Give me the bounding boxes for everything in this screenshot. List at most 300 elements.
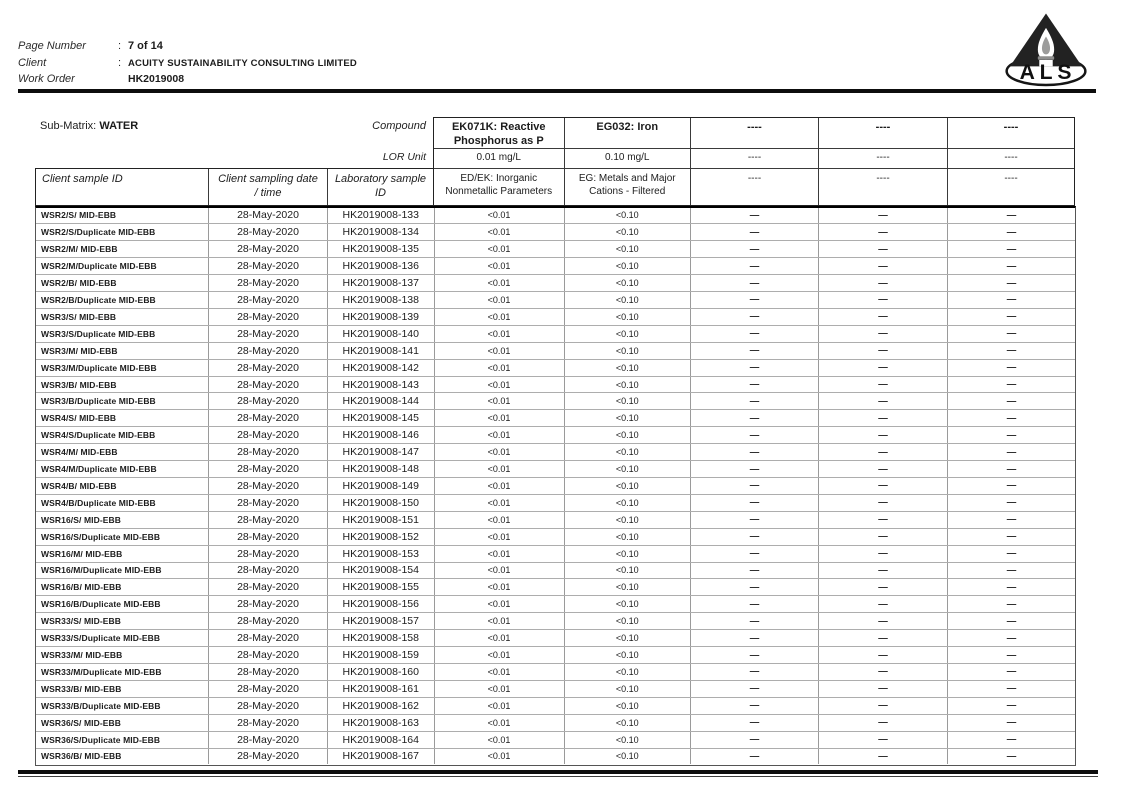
table-row xyxy=(36,664,1075,681)
sampling-date-cell: 28-May-2020 xyxy=(209,377,328,393)
result-blank-cell: — xyxy=(1006,345,1017,357)
table-row xyxy=(36,613,1075,630)
sampling-date-cell: 28-May-2020 xyxy=(209,224,328,240)
lab-sample-id-cell: HK2019008-156 xyxy=(328,596,435,612)
result-blank-cell: — xyxy=(1006,311,1017,323)
page-number-value: 7 of 14 xyxy=(128,40,163,52)
result-blank-cell: — xyxy=(1006,395,1017,407)
client-sample-id-cell: WSR2/B/Duplicate MID-EBB xyxy=(36,292,209,308)
result-phosphorus-cell: <0.01 xyxy=(435,377,565,393)
result-phosphorus-cell: <0.01 xyxy=(435,664,565,680)
id-column-header xyxy=(36,169,209,206)
table-row xyxy=(36,630,1075,647)
result-blank-cell: — xyxy=(691,512,819,528)
lab-sample-id-cell: HK2019008-135 xyxy=(328,241,435,257)
lab-sample-id-cell: HK2019008-142 xyxy=(328,360,435,376)
compound-method-group: EG: Metals and Major Cations - Filtered xyxy=(578,173,676,197)
lab-sample-id-cell: HK2019008-143 xyxy=(328,377,435,393)
result-iron-cell: <0.10 xyxy=(565,224,692,240)
table-row xyxy=(36,275,1075,292)
result-blank-cell: — xyxy=(819,596,948,612)
result-blank-cell: — xyxy=(1006,412,1017,424)
client-sample-id-cell: WSR4/B/ MID-EBB xyxy=(36,478,209,494)
result-blank-cell: — xyxy=(1006,260,1017,272)
sampling-date-cell: 28-May-2020 xyxy=(209,664,328,680)
sampling-date-cell: 28-May-2020 xyxy=(209,579,328,595)
id-column-header-line: Client sample ID xyxy=(42,172,123,185)
sampling-date-cell: 28-May-2020 xyxy=(209,410,328,426)
compound-lor-unit: ---- xyxy=(948,149,1074,169)
table-row xyxy=(36,681,1075,698)
result-iron-cell: <0.10 xyxy=(565,664,692,680)
result-blank-cell: — xyxy=(691,613,819,629)
lab-sample-id-cell: HK2019008-153 xyxy=(328,546,435,562)
compound-method-group: ---- xyxy=(747,173,762,184)
sampling-date-cell: 28-May-2020 xyxy=(209,749,328,765)
result-iron-cell: <0.10 xyxy=(565,444,692,460)
client-sample-id-cell: WSR4/S/Duplicate MID-EBB xyxy=(36,427,209,443)
sampling-date-cell: 28-May-2020 xyxy=(209,393,328,409)
client-sample-id-cell: WSR16/S/ MID-EBB xyxy=(36,512,209,528)
work-order-field xyxy=(18,69,184,84)
lab-sample-id-cell: HK2019008-137 xyxy=(328,275,435,291)
result-blank-cell: — xyxy=(819,343,948,359)
sampling-date-cell: 28-May-2020 xyxy=(209,546,328,562)
lab-sample-id-cell: HK2019008-158 xyxy=(328,630,435,646)
result-iron-cell: <0.10 xyxy=(565,208,692,224)
table-row xyxy=(36,715,1075,732)
result-blank-cell: — xyxy=(691,596,819,612)
result-blank-cell: — xyxy=(1006,446,1017,458)
id-column-header xyxy=(328,169,433,206)
table-row xyxy=(36,427,1075,444)
lab-sample-id-cell: HK2019008-151 xyxy=(328,512,435,528)
result-blank-cell: — xyxy=(691,309,819,325)
client-sample-id-cell: WSR3/S/Duplicate MID-EBB xyxy=(36,326,209,342)
table-row xyxy=(36,512,1075,529)
result-blank-cell: — xyxy=(691,224,819,240)
result-phosphorus-cell: <0.01 xyxy=(435,326,565,342)
result-iron-cell: <0.10 xyxy=(565,326,692,342)
table-row xyxy=(36,444,1075,461)
result-blank-cell: — xyxy=(1006,700,1017,712)
result-iron-cell: <0.10 xyxy=(565,495,692,511)
result-blank-cell: — xyxy=(1006,632,1017,644)
result-blank-cell: — xyxy=(819,360,948,376)
result-phosphorus-cell: <0.01 xyxy=(435,208,565,224)
result-blank-cell: — xyxy=(819,326,948,342)
results-table xyxy=(35,206,1076,766)
table-row xyxy=(36,241,1075,258)
lab-sample-id-cell: HK2019008-136 xyxy=(328,258,435,274)
client-sample-id-cell: WSR16/M/Duplicate MID-EBB xyxy=(36,563,209,579)
sub-matrix-value: WATER xyxy=(99,120,139,132)
result-phosphorus-cell: <0.01 xyxy=(435,563,565,579)
result-blank-cell: — xyxy=(819,292,948,308)
compound-lor-unit: 0.01 mg/L xyxy=(434,149,564,169)
result-phosphorus-cell: <0.01 xyxy=(435,275,565,291)
result-blank-cell: — xyxy=(1006,564,1017,576)
table-row xyxy=(36,309,1075,326)
sub-matrix xyxy=(40,120,138,132)
sampling-date-cell: 28-May-2020 xyxy=(209,275,328,291)
table-row xyxy=(36,224,1075,241)
result-blank-cell: — xyxy=(819,377,948,393)
result-blank-cell: — xyxy=(1006,209,1017,221)
lab-sample-id-cell: HK2019008-152 xyxy=(328,529,435,545)
result-blank-cell: — xyxy=(819,208,948,224)
compound-column xyxy=(819,118,948,205)
result-blank-cell: — xyxy=(1006,429,1017,441)
result-phosphorus-cell: <0.01 xyxy=(435,393,565,409)
client-sample-id-cell: WSR3/S/ MID-EBB xyxy=(36,309,209,325)
result-blank-cell: — xyxy=(819,444,948,460)
client-sample-id-cell: WSR16/B/Duplicate MID-EBB xyxy=(36,596,209,612)
result-blank-cell: — xyxy=(819,529,948,545)
client-sample-id-cell: WSR33/B/ MID-EBB xyxy=(36,681,209,697)
table-row xyxy=(36,393,1075,410)
client-value: ACUITY SUSTAINABILITY CONSULTING LIMITED xyxy=(128,57,357,69)
result-blank-cell: — xyxy=(691,461,819,477)
result-blank-cell: — xyxy=(691,241,819,257)
result-blank-cell: — xyxy=(819,224,948,240)
sampling-date-cell: 28-May-2020 xyxy=(209,343,328,359)
client-sample-id-cell: WSR3/M/ MID-EBB xyxy=(36,343,209,359)
header-rule xyxy=(18,89,1096,93)
result-blank-cell: — xyxy=(819,647,948,663)
lab-sample-id-cell: HK2019008-144 xyxy=(328,393,435,409)
table-row xyxy=(36,343,1075,360)
client-sample-id-cell: WSR36/S/ MID-EBB xyxy=(36,715,209,731)
result-iron-cell: <0.10 xyxy=(565,427,692,443)
result-phosphorus-cell: <0.01 xyxy=(435,478,565,494)
lab-sample-id-cell: HK2019008-157 xyxy=(328,613,435,629)
client-sample-id-cell: WSR4/M/Duplicate MID-EBB xyxy=(36,461,209,477)
result-blank-cell: — xyxy=(691,478,819,494)
result-blank-cell: — xyxy=(691,681,819,697)
result-blank-cell: — xyxy=(819,563,948,579)
result-blank-cell: — xyxy=(1006,463,1017,475)
sampling-date-cell: 28-May-2020 xyxy=(209,258,328,274)
client-sample-id-cell: WSR2/S/ MID-EBB xyxy=(36,208,209,224)
lab-sample-id-cell: HK2019008-160 xyxy=(328,664,435,680)
result-phosphorus-cell: <0.01 xyxy=(435,241,565,257)
page-number-label: Page Number xyxy=(18,40,86,52)
result-iron-cell: <0.10 xyxy=(565,698,692,714)
result-iron-cell: <0.10 xyxy=(565,596,692,612)
result-iron-cell: <0.10 xyxy=(565,512,692,528)
sampling-date-cell: 28-May-2020 xyxy=(209,647,328,663)
result-blank-cell: — xyxy=(819,410,948,426)
result-blank-cell: — xyxy=(819,512,948,528)
result-phosphorus-cell: <0.01 xyxy=(435,529,565,545)
work-order-value: HK2019008 xyxy=(128,73,185,85)
lab-sample-id-cell: HK2019008-138 xyxy=(328,292,435,308)
client-sample-id-cell: WSR2/S/Duplicate MID-EBB xyxy=(36,224,209,240)
result-iron-cell: <0.10 xyxy=(565,360,692,376)
table-row xyxy=(36,461,1075,478)
result-phosphorus-cell: <0.01 xyxy=(435,596,565,612)
sampling-date-cell: 28-May-2020 xyxy=(209,360,328,376)
client-field xyxy=(18,53,357,68)
result-phosphorus-cell: <0.01 xyxy=(435,360,565,376)
lab-sample-id-cell: HK2019008-147 xyxy=(328,444,435,460)
result-phosphorus-cell: <0.01 xyxy=(435,309,565,325)
result-blank-cell: — xyxy=(1006,362,1017,374)
client-sample-id-cell: WSR33/B/Duplicate MID-EBB xyxy=(36,698,209,714)
sampling-date-cell: 28-May-2020 xyxy=(209,596,328,612)
result-blank-cell: — xyxy=(819,275,948,291)
lab-sample-id-cell: HK2019008-164 xyxy=(328,732,435,748)
result-blank-cell: — xyxy=(691,208,819,224)
result-blank-cell: — xyxy=(819,630,948,646)
sampling-date-cell: 28-May-2020 xyxy=(209,698,328,714)
sampling-date-cell: 28-May-2020 xyxy=(209,563,328,579)
result-blank-cell: — xyxy=(1006,683,1017,695)
result-blank-cell: — xyxy=(691,647,819,663)
result-blank-cell: — xyxy=(691,664,819,680)
result-blank-cell: — xyxy=(1006,328,1017,340)
table-row xyxy=(36,410,1075,427)
result-phosphorus-cell: <0.01 xyxy=(435,715,565,731)
result-iron-cell: <0.10 xyxy=(565,393,692,409)
compound-column xyxy=(948,118,1074,205)
table-row xyxy=(36,698,1075,715)
compound-name: ---- xyxy=(691,118,818,149)
result-blank-cell: — xyxy=(691,495,819,511)
result-iron-cell: <0.10 xyxy=(565,546,692,562)
sampling-date-cell: 28-May-2020 xyxy=(209,732,328,748)
result-blank-cell: — xyxy=(819,546,948,562)
client-sample-id-cell: WSR16/M/ MID-EBB xyxy=(36,546,209,562)
client-sample-id-cell: WSR3/M/Duplicate MID-EBB xyxy=(36,360,209,376)
result-phosphorus-cell: <0.01 xyxy=(435,546,565,562)
result-phosphorus-cell: <0.01 xyxy=(435,630,565,646)
result-iron-cell: <0.10 xyxy=(565,579,692,595)
table-row xyxy=(36,326,1075,343)
lab-sample-id-cell: HK2019008-149 xyxy=(328,478,435,494)
result-iron-cell: <0.10 xyxy=(565,410,692,426)
id-column-header-line: ID xyxy=(375,187,386,200)
result-blank-cell: — xyxy=(1006,734,1017,746)
table-row xyxy=(36,529,1075,546)
client-sample-id-cell: WSR3/B/ MID-EBB xyxy=(36,377,209,393)
sampling-date-cell: 28-May-2020 xyxy=(209,715,328,731)
result-blank-cell: — xyxy=(1006,294,1017,306)
sampling-date-cell: 28-May-2020 xyxy=(209,326,328,342)
client-sample-id-cell: WSR2/M/Duplicate MID-EBB xyxy=(36,258,209,274)
result-iron-cell: <0.10 xyxy=(565,275,692,291)
lab-sample-id-cell: HK2019008-150 xyxy=(328,495,435,511)
compound-method-group: ---- xyxy=(876,173,890,184)
table-row xyxy=(36,647,1075,664)
result-iron-cell: <0.10 xyxy=(565,613,692,629)
client-sample-id-cell: WSR16/B/ MID-EBB xyxy=(36,579,209,595)
result-blank-cell: — xyxy=(819,664,948,680)
result-phosphorus-cell: <0.01 xyxy=(435,427,565,443)
table-row xyxy=(36,478,1075,495)
compound-name: ---- xyxy=(819,118,947,149)
table-row xyxy=(36,360,1075,377)
result-blank-cell: — xyxy=(691,715,819,731)
compound-method-group: ---- xyxy=(1004,173,1018,184)
result-phosphorus-cell: <0.01 xyxy=(435,698,565,714)
result-blank-cell: — xyxy=(691,579,819,595)
table-row xyxy=(36,292,1075,309)
lab-sample-id-cell: HK2019008-163 xyxy=(328,715,435,731)
result-iron-cell: <0.10 xyxy=(565,478,692,494)
lab-sample-id-cell: HK2019008-161 xyxy=(328,681,435,697)
result-blank-cell: — xyxy=(691,630,819,646)
result-blank-cell: — xyxy=(691,427,819,443)
result-blank-cell: — xyxy=(691,444,819,460)
result-blank-cell: — xyxy=(1006,514,1017,526)
result-phosphorus-cell: <0.01 xyxy=(435,512,565,528)
result-blank-cell: — xyxy=(1006,548,1017,560)
sampling-date-cell: 28-May-2020 xyxy=(209,529,328,545)
result-phosphorus-cell: <0.01 xyxy=(435,410,565,426)
result-blank-cell: — xyxy=(1006,531,1017,543)
result-blank-cell: — xyxy=(691,410,819,426)
result-blank-cell: — xyxy=(1006,277,1017,289)
result-iron-cell: <0.10 xyxy=(565,732,692,748)
result-iron-cell: <0.10 xyxy=(565,343,692,359)
result-blank-cell: — xyxy=(691,393,819,409)
lab-sample-id-cell: HK2019008-167 xyxy=(328,749,435,765)
sampling-date-cell: 28-May-2020 xyxy=(209,241,328,257)
client-sample-id-cell: WSR36/B/ MID-EBB xyxy=(36,749,209,765)
table-row xyxy=(36,579,1075,596)
compound-name: EG032: Iron xyxy=(565,118,691,149)
result-blank-cell: — xyxy=(691,546,819,562)
als-logo-text: ALS xyxy=(1019,60,1077,84)
result-phosphorus-cell: <0.01 xyxy=(435,749,565,765)
lab-sample-id-cell: HK2019008-159 xyxy=(328,647,435,663)
lab-sample-id-cell: HK2019008-141 xyxy=(328,343,435,359)
client-sample-id-cell: WSR36/S/Duplicate MID-EBB xyxy=(36,732,209,748)
result-blank-cell: — xyxy=(691,732,819,748)
result-phosphorus-cell: <0.01 xyxy=(435,495,565,511)
result-blank-cell: — xyxy=(1006,480,1017,492)
result-blank-cell: — xyxy=(1006,243,1017,255)
lab-sample-id-cell: HK2019008-134 xyxy=(328,224,435,240)
client-sample-id-cell: WSR33/S/Duplicate MID-EBB xyxy=(36,630,209,646)
result-iron-cell: <0.10 xyxy=(565,292,692,308)
lab-sample-id-cell: HK2019008-155 xyxy=(328,579,435,595)
client-sample-id-cell: WSR33/M/ MID-EBB xyxy=(36,647,209,663)
page-number-field xyxy=(18,36,163,51)
table-row xyxy=(36,596,1075,613)
result-iron-cell: <0.10 xyxy=(565,715,692,731)
id-column-header-line: Client sampling date xyxy=(218,172,318,185)
result-blank-cell: — xyxy=(691,698,819,714)
result-blank-cell: — xyxy=(691,749,819,765)
table-row xyxy=(36,732,1075,749)
table-row xyxy=(36,495,1075,512)
compound-lor-unit: ---- xyxy=(691,149,818,169)
sampling-date-cell: 28-May-2020 xyxy=(209,478,328,494)
result-phosphorus-cell: <0.01 xyxy=(435,579,565,595)
result-blank-cell: — xyxy=(1006,598,1017,610)
result-iron-cell: <0.10 xyxy=(565,241,692,257)
result-blank-cell: — xyxy=(691,292,819,308)
result-blank-cell: — xyxy=(1006,717,1017,729)
result-blank-cell: — xyxy=(1006,497,1017,509)
sampling-date-cell: 28-May-2020 xyxy=(209,292,328,308)
client-sample-id-cell: WSR33/S/ MID-EBB xyxy=(36,613,209,629)
result-iron-cell: <0.10 xyxy=(565,681,692,697)
compound-column xyxy=(691,118,819,205)
result-blank-cell: — xyxy=(819,241,948,257)
compound-lor-unit: ---- xyxy=(819,149,947,169)
result-blank-cell: — xyxy=(819,749,948,765)
compound-lor-unit: 0.10 mg/L xyxy=(565,149,691,169)
client-sample-id-cell: WSR2/B/ MID-EBB xyxy=(36,275,209,291)
client-sample-id-cell: WSR3/B/Duplicate MID-EBB xyxy=(36,393,209,409)
result-phosphorus-cell: <0.01 xyxy=(435,647,565,663)
result-blank-cell: — xyxy=(1006,581,1017,593)
sample-id-header xyxy=(35,168,434,207)
result-blank-cell: — xyxy=(1006,666,1017,678)
id-column-header-line: Laboratory sample xyxy=(334,172,427,185)
sampling-date-cell: 28-May-2020 xyxy=(209,444,328,460)
result-phosphorus-cell: <0.01 xyxy=(435,224,565,240)
colon: : xyxy=(118,40,122,52)
result-blank-cell: — xyxy=(691,326,819,342)
result-blank-cell: — xyxy=(819,309,948,325)
lab-sample-id-cell: HK2019008-139 xyxy=(328,309,435,325)
result-iron-cell: <0.10 xyxy=(565,647,692,663)
compound-header-table xyxy=(433,117,1075,206)
table-row xyxy=(36,546,1075,563)
result-blank-cell: — xyxy=(819,461,948,477)
result-blank-cell: — xyxy=(819,495,948,511)
result-phosphorus-cell: <0.01 xyxy=(435,292,565,308)
sampling-date-cell: 28-May-2020 xyxy=(209,512,328,528)
sampling-date-cell: 28-May-2020 xyxy=(209,461,328,477)
als-logo xyxy=(998,11,1094,89)
result-blank-cell: — xyxy=(691,258,819,274)
result-blank-cell: — xyxy=(1006,615,1017,627)
sampling-date-cell: 28-May-2020 xyxy=(209,613,328,629)
client-sample-id-cell: WSR4/S/ MID-EBB xyxy=(36,410,209,426)
client-sample-id-cell: WSR4/M/ MID-EBB xyxy=(36,444,209,460)
table-row xyxy=(36,377,1075,394)
result-blank-cell: — xyxy=(819,732,948,748)
result-blank-cell: — xyxy=(819,613,948,629)
sampling-date-cell: 28-May-2020 xyxy=(209,495,328,511)
table-row xyxy=(36,749,1075,765)
sub-matrix-label: Sub-Matrix: xyxy=(40,120,97,132)
lab-sample-id-cell: HK2019008-146 xyxy=(328,427,435,443)
result-blank-cell: — xyxy=(819,698,948,714)
sampling-date-cell: 28-May-2020 xyxy=(209,427,328,443)
result-blank-cell: — xyxy=(1006,379,1017,391)
result-phosphorus-cell: <0.01 xyxy=(435,258,565,274)
result-phosphorus-cell: <0.01 xyxy=(435,681,565,697)
table-row xyxy=(36,208,1075,225)
sampling-date-cell: 28-May-2020 xyxy=(209,681,328,697)
result-iron-cell: <0.10 xyxy=(565,258,692,274)
sampling-date-cell: 28-May-2020 xyxy=(209,208,328,224)
result-phosphorus-cell: <0.01 xyxy=(435,461,565,477)
sampling-date-cell: 28-May-2020 xyxy=(209,309,328,325)
result-blank-cell: — xyxy=(819,579,948,595)
client-sample-id-cell: WSR16/S/Duplicate MID-EBB xyxy=(36,529,209,545)
als-logo-icon xyxy=(998,11,1094,89)
id-column-header-line: / time xyxy=(254,187,282,200)
lor-unit-label: LOR Unit xyxy=(382,151,426,163)
